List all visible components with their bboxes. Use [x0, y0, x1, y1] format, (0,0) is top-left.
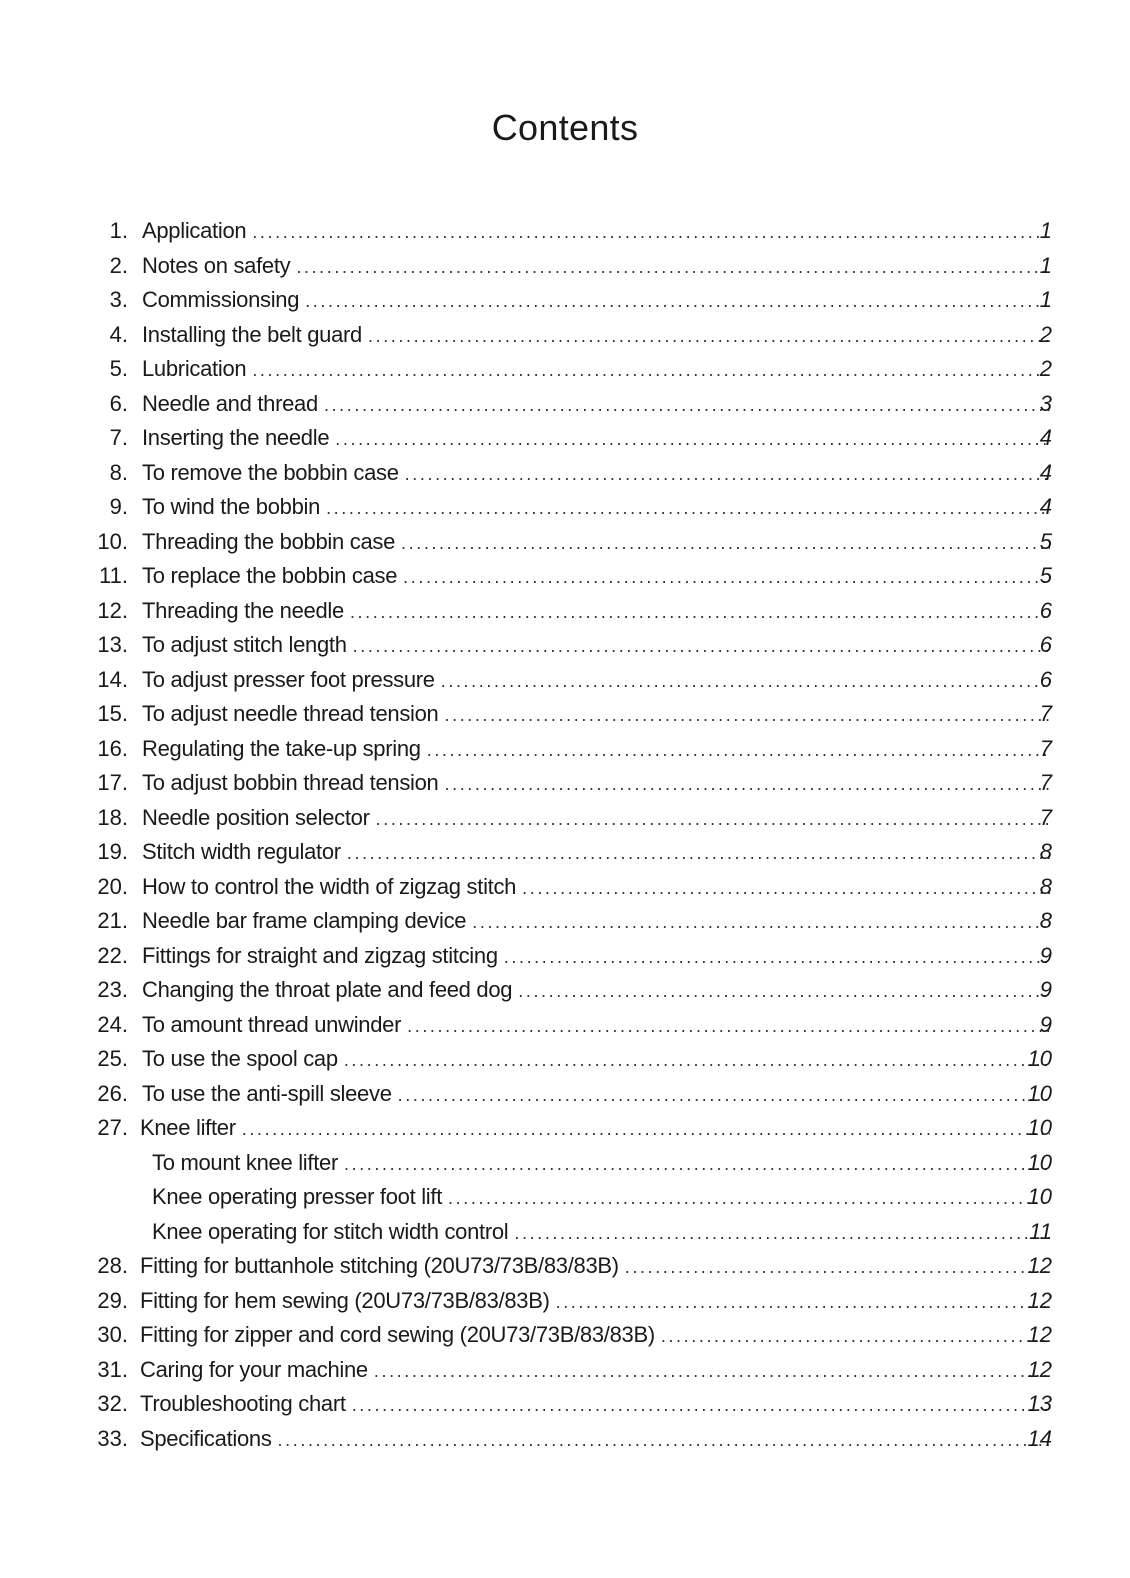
- dot-leader: [472, 905, 1050, 940]
- toc-entry-page-number: 7: [1039, 770, 1052, 795]
- toc-entry-number: 17.: [97, 770, 128, 795]
- toc-entry: [0, 973, 1130, 1008]
- toc-entry-title: To wind the bobbin: [142, 494, 321, 519]
- toc-entry-page-number: 10: [1027, 1149, 1052, 1175]
- toc-entry-number: 12.: [97, 597, 128, 623]
- toc-entry-number: 11.: [99, 563, 128, 588]
- toc-entry-title: Knee operating for stitch width control: [152, 1218, 509, 1244]
- toc-entry-number: 25.: [97, 1046, 128, 1071]
- toc-entry-line: [142, 594, 1050, 630]
- table-of-contents: [0, 214, 1130, 1456]
- toc-entry: [0, 1111, 1130, 1146]
- toc-entry-line: [142, 387, 1050, 423]
- toc-entry-title: To use the spool cap: [142, 1046, 338, 1071]
- toc-entry-title: Needle bar frame clamping device: [142, 908, 467, 933]
- toc-entry-page-number: 6: [1039, 632, 1052, 657]
- toc-entry-title: Needle and thread: [142, 390, 318, 416]
- toc-entry: [0, 835, 1130, 870]
- toc-entry-page-number: 9: [1039, 977, 1052, 1002]
- dot-leader: [305, 284, 1050, 319]
- toc-entry-line: [152, 1215, 1050, 1251]
- toc-entry-number: 22.: [97, 942, 128, 968]
- toc-entry-number: 1.: [109, 218, 128, 243]
- toc-entry-page-number: 10: [1027, 1046, 1052, 1071]
- toc-entry: [0, 939, 1130, 974]
- toc-entry-title: Threading the needle: [142, 597, 344, 623]
- dot-leader: [401, 526, 1050, 561]
- dot-leader: [441, 664, 1050, 699]
- toc-entry-line: [140, 1249, 1050, 1285]
- toc-entry-number: 19.: [97, 839, 128, 864]
- toc-entry-line: [152, 1146, 1050, 1182]
- toc-entry-number: 29.: [97, 1287, 128, 1313]
- dot-leader: [368, 319, 1050, 354]
- toc-entry: [0, 490, 1130, 525]
- toc-entry-line: [142, 835, 1050, 871]
- toc-entry-page-number: 8: [1039, 839, 1052, 864]
- toc-entry-title: To mount knee lifter: [152, 1149, 338, 1175]
- dot-leader: [403, 560, 1050, 595]
- toc-entry: [0, 663, 1130, 698]
- toc-entry-title: To amount thread unwinder: [142, 1011, 402, 1037]
- dot-leader: [252, 353, 1050, 388]
- toc-entry-number: 13.: [97, 632, 128, 657]
- toc-entry-page-number: 8: [1039, 873, 1052, 899]
- dot-leader: [448, 1181, 1050, 1216]
- toc-entry-title: To adjust needle thread tension: [142, 701, 439, 726]
- toc-entry-title: Commissionsing: [142, 287, 300, 312]
- toc-entry-line: [142, 663, 1050, 699]
- toc-entry-page-number: 2: [1039, 321, 1052, 347]
- toc-entry-number: 9.: [109, 494, 128, 519]
- dot-leader: [350, 595, 1050, 630]
- toc-entry-line: [142, 421, 1050, 457]
- toc-entry: [0, 1422, 1130, 1457]
- toc-entry-title: Installing the belt guard: [142, 321, 362, 347]
- toc-entry-title: Caring for your machine: [140, 1356, 368, 1382]
- toc-entry-title: To remove the bobbin case: [142, 459, 399, 485]
- toc-entry-number: 33.: [97, 1425, 128, 1451]
- toc-entry-number: 27.: [97, 1115, 128, 1140]
- toc-entry-title: Notes on safety: [142, 252, 291, 278]
- dot-leader: [398, 1078, 1050, 1113]
- toc-entry-title: To adjust stitch length: [142, 632, 347, 657]
- toc-entry: [0, 1353, 1130, 1388]
- toc-entry: [0, 456, 1130, 491]
- toc-entry-number: 14.: [97, 666, 128, 692]
- toc-entry-title: Needle position selector: [142, 804, 370, 830]
- toc-entry-page-number: 4: [1039, 425, 1052, 450]
- dot-leader: [296, 250, 1050, 285]
- toc-entry-page-number: 10: [1027, 1115, 1052, 1140]
- toc-entry-line: [142, 1042, 1050, 1078]
- toc-entry-title: Knee operating presser foot lift: [152, 1184, 443, 1209]
- toc-entry-number: 21.: [97, 908, 128, 933]
- toc-entry-line: [140, 1387, 1050, 1423]
- toc-entry-page-number: 12: [1027, 1322, 1052, 1347]
- toc-entry-title: Threading the bobbin case: [142, 528, 396, 554]
- toc-entry-page-number: 7: [1039, 804, 1052, 830]
- toc-entry: [0, 387, 1130, 422]
- toc-entry: [0, 1008, 1130, 1043]
- toc-entry-line: [142, 973, 1050, 1009]
- toc-entry-line: [140, 1111, 1050, 1147]
- toc-entry: [0, 559, 1130, 594]
- dot-leader: [444, 767, 1050, 802]
- dot-leader: [352, 1388, 1050, 1423]
- toc-entry-page-number: 1: [1039, 218, 1052, 243]
- toc-entry-line: [142, 559, 1050, 595]
- dot-leader: [374, 1354, 1050, 1389]
- toc-entry-line: [142, 904, 1050, 940]
- toc-entry-page-number: 7: [1039, 735, 1052, 761]
- dot-leader: [347, 836, 1050, 871]
- toc-entry-number: 6.: [109, 390, 128, 416]
- toc-entry-line: [142, 870, 1050, 906]
- toc-entry-page-number: 9: [1039, 942, 1052, 968]
- toc-entry-page-number: 10: [1027, 1184, 1052, 1209]
- toc-entry: [0, 870, 1130, 905]
- toc-entry-page-number: 1: [1039, 252, 1052, 278]
- toc-entry-page-number: 7: [1039, 701, 1052, 726]
- toc-entry: [0, 1249, 1130, 1284]
- dot-leader: [278, 1423, 1050, 1458]
- toc-entry-title: Fittings for straight and zigzag stitcing: [142, 942, 498, 968]
- toc-entry-title: Inserting the needle: [142, 425, 330, 450]
- toc-entry: [0, 1180, 1130, 1215]
- toc-entry: [0, 628, 1130, 663]
- toc-entry-line: [140, 1353, 1050, 1389]
- dot-leader: [344, 1043, 1050, 1078]
- dot-leader: [242, 1112, 1050, 1147]
- dot-leader: [326, 491, 1050, 526]
- toc-entry-page-number: 13: [1027, 1391, 1052, 1416]
- toc-entry: [0, 249, 1130, 284]
- toc-entry-number: 2.: [109, 252, 128, 278]
- dot-leader: [504, 940, 1050, 975]
- dot-leader: [324, 388, 1050, 423]
- dot-leader: [427, 733, 1050, 768]
- toc-entry: [0, 1042, 1130, 1077]
- toc-entry-number: 23.: [97, 977, 128, 1002]
- toc-entry-page-number: 4: [1039, 459, 1052, 485]
- toc-entry-number: 3.: [109, 287, 128, 312]
- toc-entry-page-number: 5: [1039, 563, 1052, 588]
- dot-leader: [522, 871, 1050, 906]
- toc-entry-number: 28.: [97, 1253, 128, 1278]
- toc-entry: [0, 594, 1130, 629]
- toc-entry-title: Application: [142, 218, 247, 243]
- toc-entry-number: 18.: [97, 804, 128, 830]
- toc-entry-page-number: 6: [1039, 597, 1052, 623]
- toc-entry-line: [142, 456, 1050, 492]
- toc-entry: [0, 525, 1130, 560]
- toc-entry-title: Lubrication: [142, 356, 247, 381]
- toc-entry-title: Regulating the take-up spring: [142, 735, 421, 761]
- toc-entry-page-number: 3: [1039, 390, 1052, 416]
- toc-entry-line: [142, 628, 1050, 664]
- toc-entry-number: 32.: [97, 1391, 128, 1416]
- toc-entry: [0, 732, 1130, 767]
- toc-entry-line: [142, 525, 1050, 561]
- toc-entry-page-number: 6: [1039, 666, 1052, 692]
- toc-entry-line: [142, 490, 1050, 526]
- toc-entry-line: [140, 1284, 1050, 1320]
- toc-entry-line: [142, 766, 1050, 802]
- toc-entry-page-number: 5: [1039, 528, 1052, 554]
- toc-entry: [0, 214, 1130, 249]
- toc-entry-line: [142, 1077, 1050, 1113]
- dot-leader: [625, 1250, 1050, 1285]
- toc-entry-page-number: 8: [1039, 908, 1052, 933]
- toc-entry-page-number: 12: [1027, 1287, 1052, 1313]
- toc-entry: [0, 1284, 1130, 1319]
- toc-entry: [0, 697, 1130, 732]
- toc-entry-page-number: 14: [1027, 1425, 1052, 1451]
- dot-leader: [353, 629, 1050, 664]
- toc-entry-line: [142, 939, 1050, 975]
- dot-leader: [376, 802, 1050, 837]
- toc-entry-page-number: 11: [1029, 1218, 1052, 1244]
- toc-entry-number: 10.: [97, 528, 128, 554]
- toc-entry-line: [142, 1008, 1050, 1044]
- dot-leader: [514, 1216, 1050, 1251]
- toc-entry-title: Troubleshooting chart: [140, 1391, 346, 1416]
- toc-entry-number: 4.: [109, 321, 128, 347]
- toc-entry-title: To use the anti-spill sleeve: [142, 1080, 392, 1106]
- toc-entry-line: [142, 352, 1050, 388]
- toc-entry-title: Stitch width regulator: [142, 839, 341, 864]
- dot-leader: [335, 422, 1050, 457]
- toc-entry: [0, 318, 1130, 353]
- dot-leader: [556, 1285, 1050, 1320]
- toc-entry-page-number: 12: [1027, 1253, 1052, 1278]
- toc-entry: [0, 766, 1130, 801]
- toc-entry-title: To replace the bobbin case: [142, 563, 398, 588]
- dot-leader: [405, 457, 1050, 492]
- toc-entry: [0, 1387, 1130, 1422]
- toc-entry-line: [142, 732, 1050, 768]
- toc-entry-number: 31.: [97, 1356, 128, 1382]
- toc-entry-line: [142, 801, 1050, 837]
- toc-entry-page-number: 9: [1039, 1011, 1052, 1037]
- toc-entry: [0, 1318, 1130, 1353]
- toc-entry-number: 15.: [97, 701, 128, 726]
- dot-leader: [518, 974, 1050, 1009]
- toc-entry-line: [142, 214, 1050, 250]
- toc-entry: [0, 904, 1130, 939]
- toc-entry-title: Fitting for zipper and cord sewing (20U73/73B/83/83B): [140, 1322, 655, 1347]
- toc-entry-number: 7.: [109, 425, 128, 450]
- toc-entry-page-number: 10: [1027, 1080, 1052, 1106]
- toc-entry: [0, 283, 1130, 318]
- toc-entry-line: [142, 697, 1050, 733]
- toc-entry-number: 5.: [109, 356, 128, 381]
- toc-entry-title: Knee lifter: [140, 1115, 236, 1140]
- toc-entry-title: To adjust bobbin thread tension: [142, 770, 439, 795]
- toc-entry: [0, 1146, 1130, 1181]
- toc-entry: [0, 1215, 1130, 1250]
- dot-leader: [252, 215, 1050, 250]
- toc-entry: [0, 421, 1130, 456]
- page-title: Contents: [491, 107, 639, 148]
- toc-entry-number: 26.: [97, 1080, 128, 1106]
- toc-entry-number: 8.: [109, 459, 128, 485]
- toc-entry-number: 24.: [97, 1011, 128, 1037]
- toc-entry-page-number: 2: [1039, 356, 1052, 381]
- toc-entry-line: [140, 1422, 1050, 1458]
- toc-entry-title: How to control the width of zigzag stitch: [142, 873, 517, 899]
- dot-leader: [407, 1009, 1050, 1044]
- toc-entry-title: Fitting for hem sewing (20U73/73B/83/83B): [140, 1287, 550, 1313]
- toc-entry: [0, 801, 1130, 836]
- toc-entry-title: To adjust presser foot pressure: [142, 666, 435, 692]
- toc-entry-number: 16.: [97, 735, 128, 761]
- toc-entry-number: 30.: [97, 1322, 128, 1347]
- toc-entry-page-number: 4: [1039, 494, 1052, 519]
- toc-entry: [0, 1077, 1130, 1112]
- toc-entry-line: [140, 1318, 1050, 1354]
- toc-entry-page-number: 1: [1039, 287, 1052, 312]
- toc-entry-line: [142, 283, 1050, 319]
- toc-entry-line: [152, 1180, 1050, 1216]
- toc-entry-title: Fitting for buttanhole stitching (20U73/73B/83/83B): [140, 1253, 619, 1278]
- toc-entry-line: [142, 318, 1050, 354]
- dot-leader: [444, 698, 1050, 733]
- dot-leader: [661, 1319, 1050, 1354]
- toc-entry: [0, 352, 1130, 387]
- toc-entry-title: Specifications: [140, 1425, 272, 1451]
- dot-leader: [344, 1147, 1050, 1182]
- toc-entry-line: [142, 249, 1050, 285]
- toc-entry-number: 20.: [97, 873, 128, 899]
- toc-entry-page-number: 12: [1027, 1356, 1052, 1382]
- toc-entry-title: Changing the throat plate and feed dog: [142, 977, 513, 1002]
